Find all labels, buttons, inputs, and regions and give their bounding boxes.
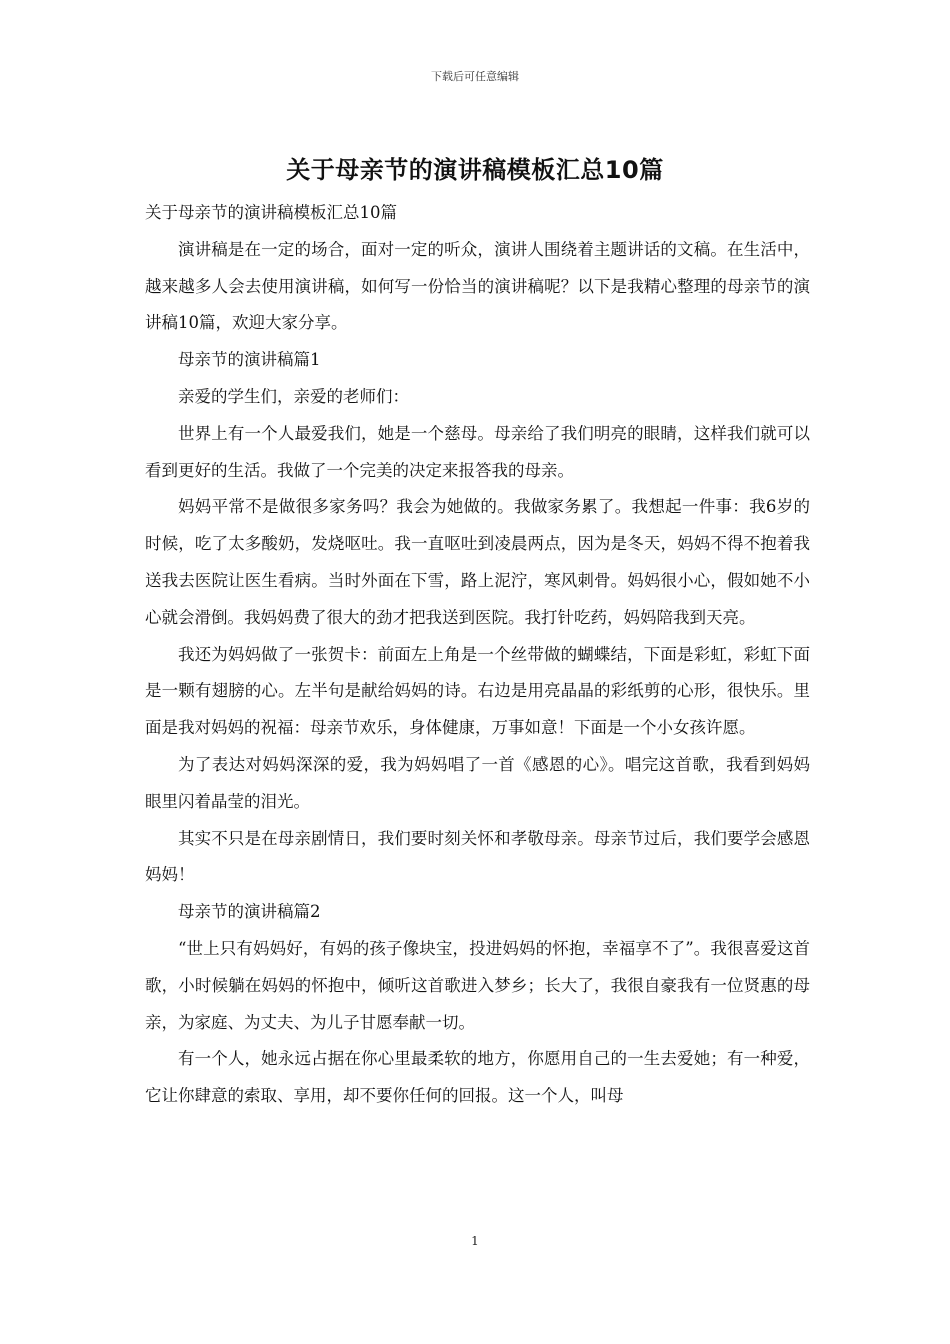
section-heading: 母亲节的演讲稿篇2 [178,902,321,922]
body-paragraph: 其实不只是在母亲剧情日，我们要时刻关怀和孝敬母亲。母亲节过后，我们要学会感恩妈妈！ [145,828,810,885]
subtitle-paragraph: 关于母亲节的演讲稿模板汇总10篇 [145,203,397,222]
body-paragraph: “世上只有妈妈好，有妈的孩子像块宝，投进妈妈的怀抱，幸福享不了”。我很喜爱这首歌，小时候躺在妈妈的怀抱中，倾听这首歌进入梦乡；长大了，我很自豪我有一位贤惠的母亲，为家庭、为丈夫、为儿子甘愿奉献一切。 [145,938,810,1032]
page-number: 1 [471,1234,479,1248]
body-paragraph: 为了表达对妈妈深深的爱，我为妈妈唱了一首《感恩的心》。唱完这首歌，我看到妈妈眼里闪着晶莹的泪光。 [145,754,810,811]
document-title: 关于母亲节的演讲稿模板汇总10篇 [286,156,664,184]
section-heading: 母亲节的演讲稿篇1 [178,350,321,370]
greeting-paragraph: 亲爱的学生们，亲爱的老师们： [178,386,409,406]
intro-paragraph: 演讲稿是在一定的场合，面对一定的听众，演讲人围绕着主题讲话的文稿。在生活中，越来越多人会去使用演讲稿，如何写一份恰当的演讲稿呢？以下是我精心整理的母亲节的演讲稿10篇，欢迎大家分享。 [145,239,810,333]
document-body [145,195,810,1115]
body-paragraph: 世界上有一个人最爱我们，她是一个慈母。母亲给了我们明亮的眼睛，这样我们就可以看到更好的生活。我做了一个完美的决定来报答我的母亲。 [145,423,810,480]
body-paragraph: 妈妈平常不是做很多家务吗？我会为她做的。我做家务累了。我想起一件事：我6岁的时候，吃了太多酸奶，发烧呕吐。我一直呕吐到凌晨两点，因为是冬天，妈妈不得不抱着我送我去医院让医生看病。当时外面在下雪，路上泥泞，寒风刺骨。妈妈很小心，假如她不小心就会滑倒。我妈妈费了很大的劲才把我送到医院。我打针吃药，妈妈陪我到天亮。 [145,497,810,627]
body-paragraph: 有一个人，她永远占据在你心里最柔软的地方，你愿用自己的一生去爱她；有一种爱，它让你肆意的索取、享用，却不要你任何的回报。这一个人，叫母 [145,1049,810,1106]
header-note: 下载后可任意编辑 [431,70,519,83]
body-paragraph: 我还为妈妈做了一张贺卡：前面左上角是一个丝带做的蝴蝶结，下面是彩虹，彩虹下面是一颗有翅膀的心。左半句是献给妈妈的诗。右边是用亮晶晶的彩纸剪的心形，很快乐。里面是我对妈妈的祝福：母亲节欢乐，身体健康，万事如意！下面是一个小女孩许愿。 [145,644,810,738]
